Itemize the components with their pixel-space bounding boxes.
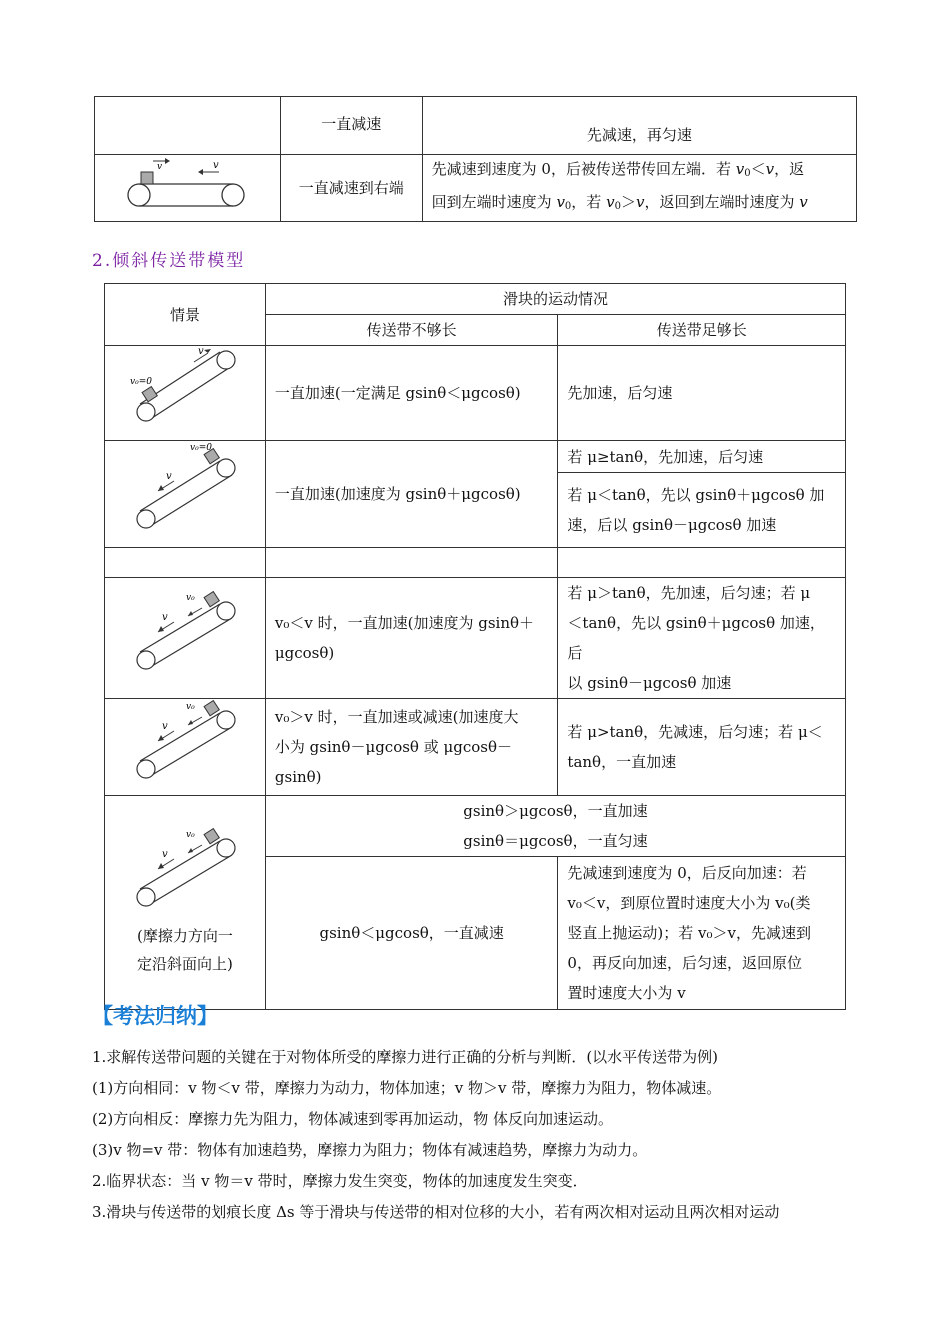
short-belt-cell: 一直加速(一定满足 gsinθ＜μgcosθ) bbox=[265, 346, 558, 441]
short-belt-cell: v₀＜v 时，一直加速(加速度为 gsinθ＋ μgcosθ) bbox=[265, 578, 558, 699]
incline-diagram-down bbox=[130, 441, 240, 537]
long-belt-cell: 若 μ＞tanθ，先加速，后匀速；若 μ ＜tanθ，先以 gsinθ＋μgcosθ 加速，后 以 gsinθ－μgcosθ 加速 bbox=[558, 578, 846, 699]
scene-note: 定沿斜面向上) bbox=[137, 955, 233, 973]
horizontal-belt-table bbox=[94, 96, 857, 222]
scene-note: (摩擦力方向一 bbox=[137, 927, 233, 945]
long-belt-cell: 若 μ＜tanθ，先以 gsinθ＋μgcosθ 加 速，后以 gsinθ－μgcosθ 加速 bbox=[558, 473, 846, 548]
kaofa-title: 【考法归纳】 bbox=[92, 1004, 218, 1028]
scene-diagram-cell bbox=[105, 699, 266, 796]
long-belt-cell: 若 μ≥tanθ，先加速，后匀速 bbox=[558, 441, 846, 473]
svg-text:v₀: v₀ bbox=[185, 830, 195, 840]
header-long: 传送带足够长 bbox=[558, 315, 846, 346]
svg-text:v: v bbox=[161, 612, 168, 623]
merged-motion-cell: gsinθ＞μgcosθ，一直加速 gsinθ＝μgcosθ，一直匀速 bbox=[265, 796, 845, 857]
svg-text:v: v bbox=[213, 160, 220, 171]
scene-diagram-cell bbox=[105, 441, 266, 548]
long-belt-cell: 若 μ>tanθ，先减速，后匀速；若 μ＜ tanθ，一直加速 bbox=[558, 699, 846, 796]
kaofa-line: 1.求解传送带问题的关键在于对物体所受的摩擦力进行正确的分析与判断．(以水平传送带为例) bbox=[92, 1048, 719, 1066]
svg-text:v: v bbox=[161, 849, 168, 860]
header-short: 传送带不够长 bbox=[265, 315, 558, 346]
incline-diagram-down bbox=[130, 699, 240, 785]
svg-text:v: v bbox=[197, 346, 204, 357]
header-motion: 滑块的运动情况 bbox=[265, 284, 845, 315]
result-cell: 先减速，再匀速 bbox=[422, 97, 856, 155]
header-scene: 情景 bbox=[105, 284, 266, 346]
kaofa-line: 3.滑块与传送带的划痕长度 Δs 等于滑块与传送带的相对位移的大小，若有两次相对运动且两次相对运动 bbox=[92, 1203, 780, 1221]
svg-text:v: v bbox=[161, 721, 168, 732]
kaofa-line: (1)方向相同：v 物＜v 带，摩擦力为动力，物体加速；v 物＞v 带，摩擦力为阻力，物体减速。 bbox=[92, 1079, 722, 1097]
svg-text:v₀=0: v₀=0 bbox=[189, 443, 212, 453]
result-cell: 先减速到速度为 0，后被传送带传回左端．若 $v_0<v$，返 回到左端时速度为 $v_0$，若 $v_0>v$，返回到左端时速度为 v bbox=[422, 155, 856, 222]
incline-belt-table bbox=[104, 283, 846, 1010]
scene-diagram-cell bbox=[95, 155, 281, 222]
empty-cell bbox=[265, 548, 558, 578]
kaofa-line: 2.临界状态：当 v 物＝v 带时，摩擦力发生突变，物体的加速度发生突变． bbox=[92, 1172, 588, 1190]
motion-cell: 一直减速到右端 bbox=[280, 155, 422, 222]
kaofa-line: (2)方向相反：摩擦力先为阻力，物体减速到零再加运动，物 体反向加速运动。 bbox=[92, 1110, 614, 1128]
section-title: 2.倾斜传送带模型 bbox=[92, 251, 246, 271]
empty-cell bbox=[105, 548, 266, 578]
incline-diagram-down bbox=[130, 827, 240, 913]
short-belt-cell: 一直加速(加速度为 gsinθ＋μgcosθ) bbox=[265, 441, 558, 548]
empty-cell bbox=[558, 548, 846, 578]
incline-diagram-up bbox=[130, 346, 240, 430]
long-belt-cell: 先减速到速度为 0，后反向加速：若 v₀＜v，到原位置时速度大小为 v₀(类 竖直上抛运动)；若 v₀＞v，先减速到 0，再反向加速，后匀速，返回原位 置时速度大小为 v bbox=[558, 857, 846, 1010]
scene-cell-empty bbox=[95, 97, 281, 155]
svg-text:v: v bbox=[157, 162, 163, 172]
incline-diagram-down bbox=[130, 590, 240, 676]
svg-text:v₀: v₀ bbox=[185, 702, 195, 712]
svg-text:v₀=0: v₀=0 bbox=[129, 377, 152, 387]
short-belt-cell: v₀＞v 时，一直加速或减速(加速度大 小为 gsinθ－μgcosθ 或 μgcosθ－gsinθ) bbox=[265, 699, 558, 796]
svg-text:v: v bbox=[165, 471, 172, 482]
scene-diagram-cell bbox=[105, 578, 266, 699]
horizontal-belt-diagram bbox=[127, 155, 247, 211]
motion-cell: 一直减速 bbox=[280, 97, 422, 155]
long-belt-cell: 先加速，后匀速 bbox=[558, 346, 846, 441]
scene-diagram-cell bbox=[105, 346, 266, 441]
svg-text:v₀: v₀ bbox=[185, 593, 195, 603]
kaofa-line: (3)v 物=v 带：物体有加速趋势，摩擦力为阻力；物体有减速趋势，摩擦力为动力。 bbox=[92, 1141, 648, 1159]
scene-diagram-cell bbox=[105, 796, 266, 1010]
short-belt-cell: gsinθ＜μgcosθ，一直减速 bbox=[265, 857, 558, 1010]
